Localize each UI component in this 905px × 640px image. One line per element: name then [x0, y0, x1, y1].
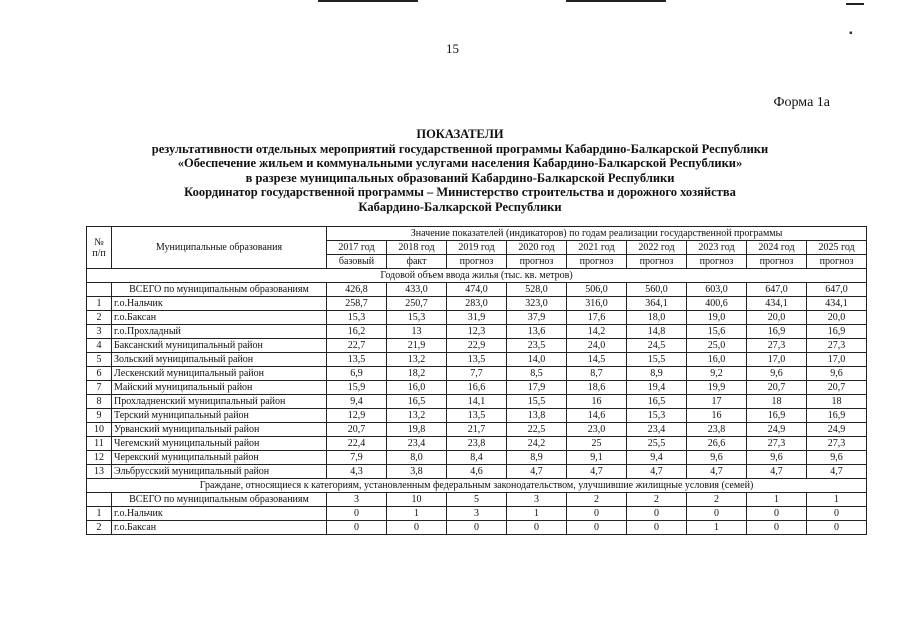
value-cell: 9,6	[747, 367, 807, 381]
value-cell: 8,4	[447, 451, 507, 465]
municipality-name: Зольский муниципальный район	[112, 353, 327, 367]
value-cell: 1	[387, 507, 447, 521]
row-number: 9	[87, 409, 112, 423]
municipality-name: Чегемский муниципальный район	[112, 437, 327, 451]
value-cell: 647,0	[807, 283, 867, 297]
value-cell: 0	[387, 521, 447, 535]
scan-dot-mark: ▪	[849, 28, 853, 39]
value-cell: 19,9	[687, 381, 747, 395]
value-type-header: прогноз	[447, 255, 507, 269]
value-cell: 560,0	[627, 283, 687, 297]
page-number: 15	[446, 41, 459, 56]
value-cell: 13,5	[327, 353, 387, 367]
value-cell: 8,5	[507, 367, 567, 381]
value-cell: 27,3	[747, 339, 807, 353]
value-cell: 0	[627, 521, 687, 535]
value-cell: 15,5	[507, 395, 567, 409]
table-row	[87, 451, 867, 465]
value-cell: 9,4	[327, 395, 387, 409]
row-number	[87, 493, 112, 507]
value-cell: 20,7	[327, 423, 387, 437]
municipality-name: Терский муниципальный район	[112, 409, 327, 423]
value-cell: 0	[567, 507, 627, 521]
value-cell: 316,0	[567, 297, 627, 311]
year-header: 2020 год	[507, 241, 567, 255]
value-cell: 13,5	[447, 409, 507, 423]
table-row	[87, 325, 867, 339]
section-title-row	[87, 479, 867, 493]
value-cell: 17,0	[747, 353, 807, 367]
municipality-name: г.о.Прохладный	[112, 325, 327, 339]
year-header: 2019 год	[447, 241, 507, 255]
value-cell: 13,6	[507, 325, 567, 339]
value-cell: 3	[327, 493, 387, 507]
value-cell: 16,9	[747, 325, 807, 339]
table-row	[87, 465, 867, 479]
value-cell: 0	[687, 507, 747, 521]
value-cell: 8,9	[507, 451, 567, 465]
value-cell: 323,0	[507, 297, 567, 311]
section-title: Годовой объем ввода жилья (тыс. кв. метров)	[87, 269, 867, 283]
municipality-name: Прохладненский муниципальный район	[112, 395, 327, 409]
row-number: 1	[87, 297, 112, 311]
row-number: 10	[87, 423, 112, 437]
value-cell: 18	[807, 395, 867, 409]
value-cell: 14,8	[627, 325, 687, 339]
value-cell: 528,0	[507, 283, 567, 297]
value-cell: 13,2	[387, 353, 447, 367]
municipality-name: г.о.Баксан	[112, 311, 327, 325]
section-title: Граждане, относящиеся к категориям, установленным федеральным законодательством, улучшившие жилищные условия (семей)	[87, 479, 867, 493]
value-cell: 12,3	[447, 325, 507, 339]
value-cell: 5	[447, 493, 507, 507]
value-cell: 24,2	[507, 437, 567, 451]
value-cell: 15,3	[387, 311, 447, 325]
value-type-header: прогноз	[567, 255, 627, 269]
value-cell: 2	[687, 493, 747, 507]
municipality-name: Майский муниципальный район	[112, 381, 327, 395]
value-cell: 21,9	[387, 339, 447, 353]
value-cell: 15,9	[327, 381, 387, 395]
value-cell: 9,6	[807, 367, 867, 381]
value-cell: 426,8	[327, 283, 387, 297]
value-cell: 8,0	[387, 451, 447, 465]
municipality-name: Эльбрусский муниципальный район	[112, 465, 327, 479]
value-cell: 0	[507, 521, 567, 535]
value-cell: 16,0	[687, 353, 747, 367]
table-row	[87, 437, 867, 451]
heading-line-2: «Обеспечение жильем и коммунальными услугами населения Кабардино-Балкарской Республики»	[177, 156, 743, 171]
document-heading	[70, 127, 850, 215]
value-cell: 14,1	[447, 395, 507, 409]
value-cell: 18	[747, 395, 807, 409]
value-cell: 603,0	[687, 283, 747, 297]
value-cell: 15,3	[627, 409, 687, 423]
value-cell: 27,3	[807, 339, 867, 353]
value-cell: 8,7	[567, 367, 627, 381]
value-cell: 1	[807, 493, 867, 507]
value-cell: 7,7	[447, 367, 507, 381]
indicators-table	[86, 226, 867, 535]
value-cell: 18,0	[627, 311, 687, 325]
value-cell: 6,9	[327, 367, 387, 381]
row-number: 13	[87, 465, 112, 479]
table-row	[87, 395, 867, 409]
value-cell: 9,4	[627, 451, 687, 465]
value-cell: 2	[567, 493, 627, 507]
value-cell: 20,0	[807, 311, 867, 325]
value-cell: 1	[747, 493, 807, 507]
value-cell: 400,6	[687, 297, 747, 311]
form-label: Форма 1а	[773, 95, 830, 110]
value-cell: 9,6	[747, 451, 807, 465]
value-cell: 18,6	[567, 381, 627, 395]
total-row	[87, 283, 867, 297]
value-cell: 4,7	[507, 465, 567, 479]
table-row	[87, 521, 867, 535]
value-cell: 16	[687, 409, 747, 423]
year-header: 2023 год	[687, 241, 747, 255]
value-cell: 26,6	[687, 437, 747, 451]
value-cell: 17,9	[507, 381, 567, 395]
row-number: 5	[87, 353, 112, 367]
value-cell: 1	[507, 507, 567, 521]
table-row	[87, 367, 867, 381]
value-cell: 9,6	[807, 451, 867, 465]
value-cell: 27,3	[747, 437, 807, 451]
value-cell: 22,9	[447, 339, 507, 353]
value-cell: 7,9	[327, 451, 387, 465]
table-row	[87, 409, 867, 423]
year-header: 2022 год	[627, 241, 687, 255]
value-type-header: факт	[387, 255, 447, 269]
value-cell: 4,3	[327, 465, 387, 479]
value-cell: 283,0	[447, 297, 507, 311]
row-number: 7	[87, 381, 112, 395]
municipality-name: Баксанский муниципальный район	[112, 339, 327, 353]
value-cell: 31,9	[447, 311, 507, 325]
scan-top-mark	[846, 3, 864, 5]
value-cell: 4,7	[747, 465, 807, 479]
value-cell: 0	[627, 507, 687, 521]
value-cell: 17,6	[567, 311, 627, 325]
row-number: 2	[87, 311, 112, 325]
value-cell: 20,0	[747, 311, 807, 325]
value-cell: 4,7	[807, 465, 867, 479]
value-cell: 16,5	[627, 395, 687, 409]
row-number	[87, 283, 112, 297]
table-row	[87, 311, 867, 325]
value-cell: 14,0	[507, 353, 567, 367]
value-cell: 0	[447, 521, 507, 535]
value-cell: 258,7	[327, 297, 387, 311]
value-cell: 15,3	[327, 311, 387, 325]
row-number: 11	[87, 437, 112, 451]
value-cell: 19,8	[387, 423, 447, 437]
value-type-header: прогноз	[687, 255, 747, 269]
value-cell: 434,1	[747, 297, 807, 311]
municipality-name: Черекский муниципальный район	[112, 451, 327, 465]
table-row	[87, 297, 867, 311]
value-cell: 10	[387, 493, 447, 507]
municipality-header: Муниципальные образования	[112, 227, 327, 269]
num-header: № п/п	[87, 227, 112, 269]
value-cell: 0	[327, 507, 387, 521]
value-cell: 37,9	[507, 311, 567, 325]
value-cell: 16	[567, 395, 627, 409]
value-cell: 16,2	[327, 325, 387, 339]
value-cell: 24,5	[627, 339, 687, 353]
total-row	[87, 493, 867, 507]
heading-line-1: результативности отдельных мероприятий государственной программы Кабардино-Балкарской Республики	[151, 141, 769, 156]
table-row	[87, 423, 867, 437]
value-cell: 8,9	[627, 367, 687, 381]
year-header: 2024 год	[747, 241, 807, 255]
value-cell: 12,9	[327, 409, 387, 423]
row-number: 4	[87, 339, 112, 353]
value-cell: 21,7	[447, 423, 507, 437]
value-cell: 24,9	[807, 423, 867, 437]
row-number: 8	[87, 395, 112, 409]
value-cell: 19,4	[627, 381, 687, 395]
value-cell: 22,4	[327, 437, 387, 451]
table-row	[87, 381, 867, 395]
heading-line-3: в разрезе муниципальных образований Кабардино-Балкарской Республики	[245, 170, 675, 185]
table-row	[87, 353, 867, 367]
value-cell: 433,0	[387, 283, 447, 297]
value-cell: 13	[387, 325, 447, 339]
value-cell: 3	[447, 507, 507, 521]
value-cell: 3,8	[387, 465, 447, 479]
value-cell: 3	[507, 493, 567, 507]
value-cell: 0	[807, 521, 867, 535]
row-number: 12	[87, 451, 112, 465]
value-cell: 15,5	[627, 353, 687, 367]
municipality-name: г.о.Нальчик	[112, 507, 327, 521]
value-cell: 4,7	[567, 465, 627, 479]
table-body	[87, 269, 867, 535]
value-cell: 24,0	[567, 339, 627, 353]
value-cell: 0	[747, 521, 807, 535]
municipality-name: г.о.Баксан	[112, 521, 327, 535]
values-header: Значение показателей (индикаторов) по годам реализации государственной программы	[327, 227, 867, 241]
value-cell: 27,3	[807, 437, 867, 451]
year-header: 2018 год	[387, 241, 447, 255]
value-cell: 23,4	[627, 423, 687, 437]
value-cell: 16,9	[747, 409, 807, 423]
value-cell: 16,9	[807, 325, 867, 339]
value-cell: 14,5	[567, 353, 627, 367]
value-type-header: прогноз	[747, 255, 807, 269]
value-type-header: базовый	[327, 255, 387, 269]
value-cell: 20,7	[747, 381, 807, 395]
value-cell: 23,8	[687, 423, 747, 437]
value-cell: 18,2	[387, 367, 447, 381]
table-row	[87, 339, 867, 353]
row-number: 1	[87, 507, 112, 521]
value-cell: 0	[747, 507, 807, 521]
value-cell: 506,0	[567, 283, 627, 297]
value-cell: 13,2	[387, 409, 447, 423]
row-number: 2	[87, 521, 112, 535]
value-cell: 22,7	[327, 339, 387, 353]
value-cell: 0	[327, 521, 387, 535]
value-cell: 14,6	[567, 409, 627, 423]
table-row	[87, 507, 867, 521]
value-cell: 17,0	[807, 353, 867, 367]
value-cell: 25,0	[687, 339, 747, 353]
value-cell: 13,5	[447, 353, 507, 367]
value-cell: 250,7	[387, 297, 447, 311]
heading-line-5: Кабардино-Балкарской Республики	[358, 199, 562, 214]
value-cell: 9,2	[687, 367, 747, 381]
year-header: 2017 год	[327, 241, 387, 255]
value-cell: 2	[627, 493, 687, 507]
value-cell: 4,7	[687, 465, 747, 479]
year-header: 2025 год	[807, 241, 867, 255]
value-cell: 25,5	[627, 437, 687, 451]
value-cell: 1	[687, 521, 747, 535]
value-cell: 0	[807, 507, 867, 521]
value-cell: 15,6	[687, 325, 747, 339]
value-type-header: прогноз	[627, 255, 687, 269]
scan-top-line-left	[318, 0, 418, 2]
value-cell: 13,8	[507, 409, 567, 423]
value-cell: 434,1	[807, 297, 867, 311]
value-cell: 16,0	[387, 381, 447, 395]
value-type-header: прогноз	[507, 255, 567, 269]
heading-title: ПОКАЗАТЕЛИ	[416, 127, 504, 141]
value-cell: 9,6	[687, 451, 747, 465]
value-cell: 20,7	[807, 381, 867, 395]
total-label: ВСЕГО по муниципальным образованиям	[112, 493, 327, 507]
value-cell: 23,0	[567, 423, 627, 437]
value-type-header: прогноз	[807, 255, 867, 269]
value-cell: 4,7	[627, 465, 687, 479]
value-cell: 16,6	[447, 381, 507, 395]
value-cell: 364,1	[627, 297, 687, 311]
year-header: 2021 год	[567, 241, 627, 255]
value-cell: 22,5	[507, 423, 567, 437]
value-cell: 24,9	[747, 423, 807, 437]
heading-line-4: Координатор государственной программы – Министерство строительства и дорожного хозяйства	[184, 185, 736, 200]
value-cell: 23,4	[387, 437, 447, 451]
row-number: 3	[87, 325, 112, 339]
value-cell: 9,1	[567, 451, 627, 465]
value-cell: 474,0	[447, 283, 507, 297]
value-cell: 19,0	[687, 311, 747, 325]
value-cell: 25	[567, 437, 627, 451]
value-cell: 16,5	[387, 395, 447, 409]
municipality-name: Урванский муниципальный район	[112, 423, 327, 437]
value-cell: 647,0	[747, 283, 807, 297]
value-cell: 16,9	[807, 409, 867, 423]
value-cell: 23,5	[507, 339, 567, 353]
value-cell: 14,2	[567, 325, 627, 339]
total-label: ВСЕГО по муниципальным образованиям	[112, 283, 327, 297]
municipality-name: г.о.Нальчик	[112, 297, 327, 311]
row-number: 6	[87, 367, 112, 381]
value-cell: 0	[567, 521, 627, 535]
value-cell: 4,6	[447, 465, 507, 479]
value-cell: 23,8	[447, 437, 507, 451]
municipality-name: Лескенский муниципальный район	[112, 367, 327, 381]
value-cell: 17	[687, 395, 747, 409]
section-title-row	[87, 269, 867, 283]
scan-top-line-right	[566, 0, 666, 2]
